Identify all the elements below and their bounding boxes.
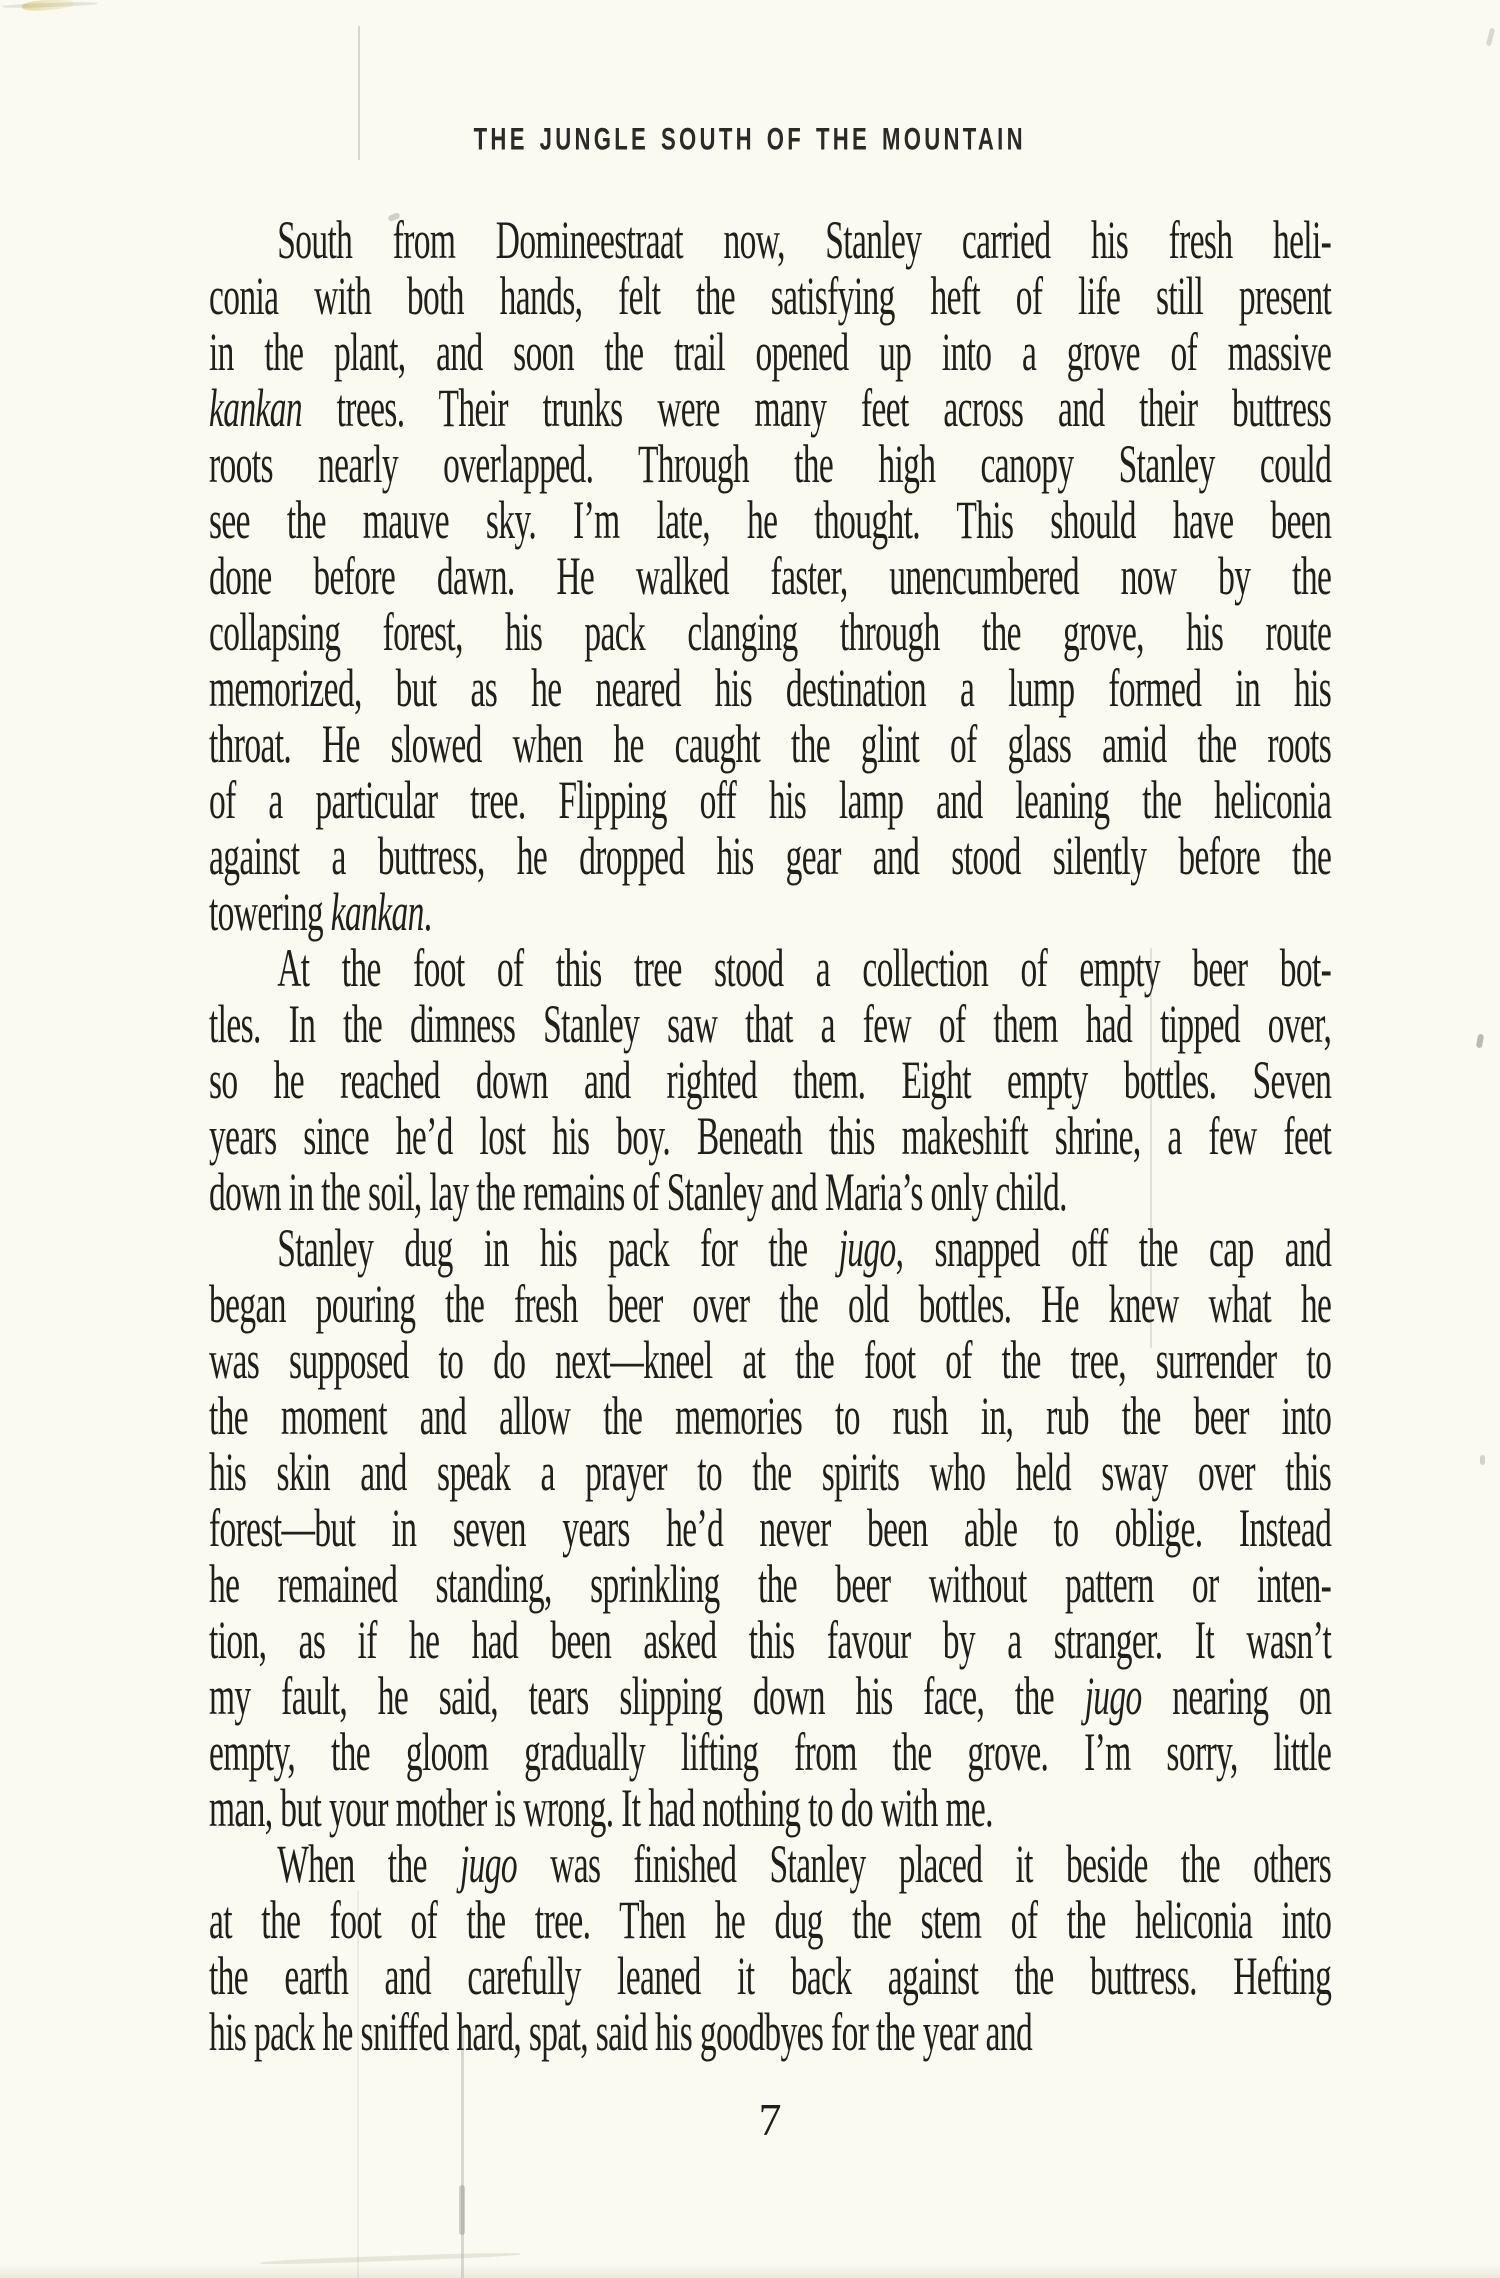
text-line: at the foot of the tree. Then he dug the stem of the heliconia into xyxy=(209,1890,1332,1950)
text-line: against a buttress, he dropped his gear and stood silently before the xyxy=(209,826,1332,886)
text-line: tles. In the dimness Stanley saw that a few of them had tipped over, xyxy=(209,994,1332,1054)
text-line: see the mauve sky. I’m late, he thought. This should have been xyxy=(209,490,1332,550)
text-line: years since he’d lost his boy. Beneath this makeshift shrine, a few feet xyxy=(209,1106,1332,1166)
text-line: he remained standing, sprinkling the beer without pattern or inten- xyxy=(209,1554,1332,1614)
paragraph xyxy=(209,1220,1331,1836)
text-line: his pack he sniffed hard, spat, said his goodbyes for the year and xyxy=(209,2002,1033,2062)
text-line: kankan trees. Their trunks were many feet across and their buttress xyxy=(209,378,1332,438)
text-line: so he reached down and righted them. Eight empty bottles. Seven xyxy=(209,1050,1332,1110)
body-text-block xyxy=(209,212,1331,2092)
paragraph xyxy=(209,1836,1331,2060)
scan-artifact-speck-right-1 xyxy=(1476,1034,1484,1049)
text-line: down in the soil, lay the remains of Stanley and Maria’s only child. xyxy=(209,1162,1067,1222)
text-line: When the jugo was finished Stanley placed it beside the others xyxy=(277,1834,1332,1894)
text-line: conia with both hands, felt the satisfying heft of life still present xyxy=(209,266,1332,326)
text-line: the moment and allow the memories to rush in, rub the beer into xyxy=(209,1386,1332,1446)
text-line: At the foot of this tree stood a collection of empty beer bot- xyxy=(277,938,1332,998)
running-header-title: THE JUNGLE SOUTH OF THE MOUNTAIN xyxy=(473,121,1027,157)
text-line: forest—but in seven years he’d never been able to oblige. Instead xyxy=(209,1498,1332,1558)
scan-artifact-gray-smudge xyxy=(2,1,97,8)
text-line: done before dawn. He walked faster, unencumbered now by the xyxy=(209,546,1332,606)
text-line: memorized, but as he neared his destination a lump formed in his xyxy=(209,658,1332,718)
text-line: in the plant, and soon the trail opened up into a grove of massive xyxy=(209,322,1332,382)
body-text xyxy=(209,212,1331,2060)
text-line: began pouring the fresh beer over the old bottles. He knew what he xyxy=(209,1274,1332,1334)
text-line: his skin and speak a prayer to the spirits who held sway over this xyxy=(209,1442,1332,1502)
text-line: of a particular tree. Flipping off his lamp and leaning the heliconia xyxy=(209,770,1332,830)
scan-artifact-bottom-streak xyxy=(260,2251,520,2265)
scan-artifact-speck-top-right xyxy=(1486,28,1495,47)
text-line: man, but your mother is wrong. It had nothing to do with me. xyxy=(209,1778,993,1838)
running-header xyxy=(0,121,1500,157)
scan-artifact-yellow-smudge xyxy=(22,0,75,12)
scan-artifact-vertical-line-bottom-blob xyxy=(459,2185,465,2235)
text-line: collapsing forest, his pack clanging through the grove, his route xyxy=(209,602,1332,662)
text-line: tion, as if he had been asked this favour by a stranger. It wasn’t xyxy=(209,1610,1332,1670)
text-line: throat. He slowed when he caught the glint of glass amid the roots xyxy=(209,714,1332,774)
text-line: my fault, he said, tears slipping down his face, the jugo nearing on xyxy=(209,1666,1332,1726)
text-line: Stanley dug in his pack for the jugo, snapped off the cap and xyxy=(277,1218,1332,1278)
paragraph xyxy=(209,940,1331,1220)
scan-artifact-speck-right-2 xyxy=(1480,1455,1485,1465)
scan-artifact-bottom-edge-shade xyxy=(0,2264,1500,2278)
text-line: was supposed to do next—kneel at the foot of the tree, surrender to xyxy=(209,1330,1332,1390)
page-number: 7 xyxy=(758,2094,782,2145)
text-line: towering kankan. xyxy=(209,882,432,942)
text-line: empty, the gloom gradually lifting from the grove. I’m sorry, little xyxy=(209,1722,1332,1782)
text-line: South from Domineestraat now, Stanley carried his fresh heli- xyxy=(277,210,1332,270)
paragraph xyxy=(209,212,1331,940)
text-line: roots nearly overlapped. Through the high canopy Stanley could xyxy=(209,434,1332,494)
text-line: the earth and carefully leaned it back against the buttress. Hefting xyxy=(209,1946,1332,2006)
